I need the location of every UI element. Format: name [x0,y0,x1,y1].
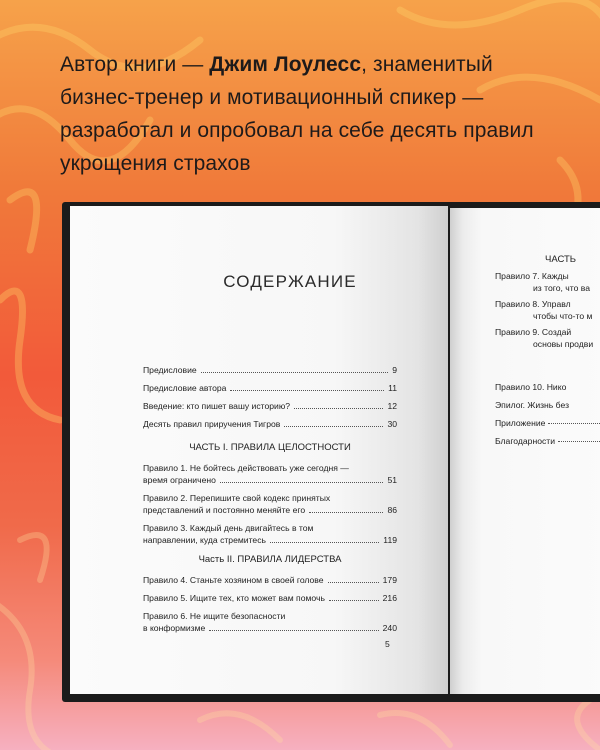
toc-entry-page: 9 [392,365,397,375]
toc-entry-label: Введение: кто пишет вашу историю? [143,401,291,411]
toc-entry-page: 11 [388,383,397,393]
toc-entry-page: 119 [383,535,397,545]
toc-entry-page: 30 [387,419,397,429]
toc-entry-line1: Правило 2. Перепишите свой кодекс принятых [143,493,331,503]
toc-entry [143,592,397,604]
headline [60,48,560,180]
right-page [450,208,600,694]
toc-entry [143,364,397,376]
toc-entry [143,522,397,546]
toc-entry-page: 51 [387,475,397,485]
toc-entry [143,574,397,586]
toc-entry-line2: чтобы что-то м [533,311,593,321]
toc-entry-page: 12 [387,401,397,411]
toc-entry-line2: из того, что ва [533,283,590,293]
headline-suffix: , знаменитый бизнес-тренер и мотивационный спикер — разработал и опробовал на себе десять правил укрощения страхов [60,53,534,175]
toc-entry-label: Предисловие автора [143,383,227,393]
toc-entry-line2: основы продви [533,339,594,349]
toc-title: СОДЕРЖАНИЕ [223,272,357,291]
toc-entry [143,400,397,412]
toc-entry [143,382,397,394]
toc-entry-label: Правило 10. Нико [495,382,567,392]
toc-entry-label: Приложение [495,418,546,428]
toc-entry-line1: Правило 9. Создай [495,327,572,337]
toc-entry [143,462,397,486]
toc-entry [143,492,397,516]
toc-entry [495,435,600,447]
toc-entry-label: Предисловие [143,365,197,375]
toc-entry-label: Эпилог. Жизнь без [495,400,570,410]
toc-entry [495,399,569,411]
toc-entry [143,418,397,430]
toc-entry-line1: Правило 6. Не ищите безопасности [143,611,286,621]
toc-entry-page: 216 [382,593,397,603]
toc-entry [495,270,590,294]
part1-heading: ЧАСТЬ I. ПРАВИЛА ЦЕЛОСТНОСТИ [189,442,351,453]
toc-entry [143,610,397,634]
toc-entry-line2: направлении, куда стремитесь [143,535,266,545]
headline-prefix: Автор книги — [60,53,210,76]
toc-entry-line2: в конформизме [143,623,206,633]
toc-entry-label: Правило 4. Станьте хозяином в своей голове [143,575,324,585]
toc-entry-line1: Правило 7. Кажды [495,271,569,281]
toc-entry-line2: представлений и постоянно меняйте его [143,505,306,515]
toc-entry [495,298,592,322]
toc-entry-label: Десять правил приручения Тигров [143,419,281,429]
toc-entry [495,326,593,350]
toc-entry-page: 179 [382,575,397,585]
toc-entry-label: Правило 5. Ищите тех, кто может вам помочь [143,593,325,603]
toc-entry-page: 240 [382,623,397,633]
toc-entry [495,417,600,429]
part2-heading: Часть II. ПРАВИЛА ЛИДЕРСТВА [198,554,342,565]
toc-entry-line1: Правило 1. Не бойтесь действовать уже сегодня — [143,463,349,473]
left-page [70,206,448,694]
toc-entry-line2: время ограничено [143,475,216,485]
toc-entry-line1: Правило 3. Каждый день двигайтесь в том [143,523,314,533]
toc-entry-line1: Правило 8. Управл [495,299,571,309]
part3-heading: ЧАСТЬ [545,254,577,265]
author-name: Джим Лоулесс [209,53,362,76]
toc-entry-label: Благодарности [495,436,556,446]
page-number: 5 [385,639,390,649]
toc-entry-page: 86 [387,505,397,515]
toc-entry [495,381,566,393]
